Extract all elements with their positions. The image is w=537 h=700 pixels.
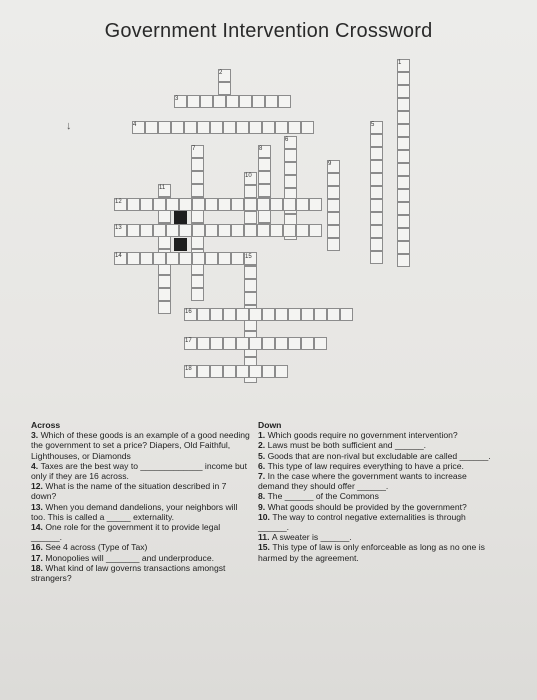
clue-text: This type of law is only enforceable as long as no one is harmed by the agreement. (258, 542, 485, 563)
crossword-cell[interactable] (327, 173, 340, 186)
clue-number: 11. (258, 532, 272, 543)
clue-text: The way to control negative externalities is through ______. (258, 511, 466, 533)
crossword-cell[interactable] (301, 308, 314, 321)
crossword-cell[interactable] (153, 198, 166, 211)
crossword-cell[interactable] (210, 121, 223, 134)
crossword-cell[interactable] (370, 186, 383, 199)
clue-text: What kind of law governs transactions amongst strangers? (31, 562, 226, 584)
down-clue (258, 491, 498, 501)
clue-number: 4. (31, 460, 41, 471)
crossword-cell[interactable] (314, 308, 327, 321)
crossword-cell[interactable] (158, 121, 171, 134)
crossword-cell[interactable] (262, 121, 275, 134)
grid-number-13: 13 (115, 225, 122, 231)
crossword-cell[interactable] (275, 365, 288, 378)
grid-number-9: 9 (328, 161, 332, 167)
crossword-cell[interactable] (171, 121, 184, 134)
crossword-cell[interactable] (197, 121, 210, 134)
grid-number-18: 18 (185, 366, 192, 372)
across-clue (31, 522, 253, 542)
crossword-cell[interactable] (244, 185, 257, 198)
crossword-cell[interactable] (210, 308, 223, 321)
crossword-cell[interactable] (258, 158, 271, 171)
across-clue (31, 430, 253, 461)
crossword-cell[interactable] (197, 365, 210, 378)
crossword-cell[interactable] (397, 241, 410, 254)
grid-number-11: 11 (159, 185, 166, 191)
crossword-cell[interactable] (231, 224, 244, 237)
down-clue (258, 502, 498, 512)
crossword-cell[interactable] (179, 224, 192, 237)
crossword-cell[interactable] (327, 212, 340, 225)
down-clue (258, 430, 498, 440)
crossword-cell[interactable] (153, 252, 166, 265)
clue-number: 9. (258, 501, 268, 512)
clue-number: 14. (31, 522, 46, 533)
crossword-cell[interactable] (231, 198, 244, 211)
clue-number: 15. (258, 542, 273, 553)
crossword-cell[interactable] (340, 308, 353, 321)
crossword-cell[interactable] (223, 365, 236, 378)
crossword-cell[interactable] (327, 225, 340, 238)
crossword-cell[interactable] (327, 238, 340, 251)
down-header: Down (258, 420, 282, 430)
crossword-cell[interactable] (127, 224, 140, 237)
crossword-cell[interactable] (153, 224, 166, 237)
clue-number: 10. (258, 511, 273, 522)
clue-number: 13. (31, 501, 46, 512)
stray-pencil-mark: ↓ (66, 120, 72, 132)
clue-number: 3. (31, 430, 41, 441)
crossword-black-cell (174, 238, 187, 251)
grid-number-5: 5 (371, 122, 375, 128)
clue-number: 12. (31, 481, 46, 492)
crossword-cell[interactable] (166, 198, 179, 211)
across-clue (31, 502, 253, 522)
grid-number-15: 15 (245, 254, 252, 260)
crossword-cell[interactable] (244, 211, 257, 224)
crossword-cell[interactable] (262, 365, 275, 378)
crossword-cell[interactable] (218, 82, 231, 95)
crossword-cell[interactable] (278, 95, 291, 108)
across-clue (31, 553, 253, 563)
crossword-cell[interactable] (145, 121, 158, 134)
crossword-cell[interactable] (258, 171, 271, 184)
across-clue (31, 461, 253, 481)
crossword-cell[interactable] (397, 98, 410, 111)
crossword-black-cell (174, 211, 187, 224)
crossword-cell[interactable] (158, 210, 171, 223)
crossword-cell[interactable] (197, 308, 210, 321)
crossword-cell[interactable] (397, 163, 410, 176)
clue-text: The ______ of the Commons (267, 491, 379, 502)
clue-number: 16. (31, 542, 46, 553)
crossword-cell[interactable] (370, 173, 383, 186)
clue-text: Which goods require no government intervention? (267, 430, 458, 441)
clue-number: 5. (258, 450, 268, 461)
crossword-cell[interactable] (257, 198, 270, 211)
crossword-cell[interactable] (205, 198, 218, 211)
crossword-cell[interactable] (192, 252, 205, 265)
crossword-cell[interactable] (275, 308, 288, 321)
down-column (258, 420, 498, 563)
crossword-cell[interactable] (127, 252, 140, 265)
crossword-cell[interactable] (397, 189, 410, 202)
crossword-cell[interactable] (258, 184, 271, 197)
crossword-cell[interactable] (397, 176, 410, 189)
crossword-cell[interactable] (270, 224, 283, 237)
crossword-cell[interactable] (288, 121, 301, 134)
crossword-cell[interactable] (370, 199, 383, 212)
crossword-cell[interactable] (270, 198, 283, 211)
crossword-cell[interactable] (191, 158, 204, 171)
grid-number-16: 16 (185, 309, 192, 315)
crossword-cell[interactable] (257, 224, 270, 237)
crossword-cell[interactable] (249, 365, 262, 378)
grid-number-7: 7 (192, 146, 196, 152)
down-clue (258, 461, 498, 471)
down-clue (258, 512, 498, 532)
crossword-cell[interactable] (205, 252, 218, 265)
crossword-cell[interactable] (283, 224, 296, 237)
crossword-cell[interactable] (127, 198, 140, 211)
crossword-cell[interactable] (249, 121, 262, 134)
crossword-cell[interactable] (301, 121, 314, 134)
across-clue (31, 542, 253, 552)
clue-text: What goods should be provided by the government? (267, 501, 467, 512)
across-clue (31, 563, 253, 583)
clue-text: Laws must be both sufficient and ______. (267, 440, 427, 451)
clue-text: One role for the government it to provide legal ______. (31, 522, 221, 543)
crossword-cell[interactable] (258, 210, 271, 223)
down-clue (258, 440, 498, 450)
page-title: Government Intervention Crossword (104, 20, 433, 42)
crossword-cell[interactable] (252, 95, 265, 108)
crossword-cell[interactable] (327, 186, 340, 199)
down-clue (258, 471, 498, 491)
clue-number: 17. (31, 552, 46, 563)
crossword-cell[interactable] (397, 202, 410, 215)
clue-text: See 4 across (Type of Tax) (45, 542, 148, 553)
crossword-cell[interactable] (223, 337, 236, 350)
crossword-cell[interactable] (236, 121, 249, 134)
crossword-cell[interactable] (231, 252, 244, 265)
crossword-cell[interactable] (223, 121, 236, 134)
clues-section (0, 420, 537, 700)
grid-number-6: 6 (285, 137, 289, 143)
crossword-cell[interactable] (244, 224, 257, 237)
crossword-cell[interactable] (140, 224, 153, 237)
crossword-cell[interactable] (244, 198, 257, 211)
clue-text: When you demand dandelions, your neighbors will too. This is called a _____ externality. (31, 501, 238, 522)
crossword-cell[interactable] (191, 236, 204, 249)
crossword-cell[interactable] (210, 365, 223, 378)
crossword-cell[interactable] (327, 199, 340, 212)
crossword-cell[interactable] (191, 210, 204, 223)
crossword-cell[interactable] (140, 252, 153, 265)
clue-number: 1. (258, 430, 268, 441)
crossword-cell[interactable] (166, 224, 179, 237)
crossword-cell[interactable] (275, 337, 288, 350)
crossword-cell[interactable] (370, 160, 383, 173)
crossword-cell[interactable] (223, 308, 236, 321)
down-clue (258, 451, 498, 461)
clue-number: 7. (258, 471, 268, 482)
clue-number: 18. (31, 562, 46, 573)
across-clue-list (31, 430, 253, 583)
crossword-cell[interactable] (210, 337, 223, 350)
crossword-cell[interactable] (370, 212, 383, 225)
crossword-cell[interactable] (140, 198, 153, 211)
down-clue (258, 532, 498, 542)
crossword-cell[interactable] (192, 224, 205, 237)
crossword-cell[interactable] (239, 95, 252, 108)
crossword-cell[interactable] (236, 337, 249, 350)
clue-text: Which of these goods is an example of a good needing the government to set a price? Diapers, Old Faithful, Lighthouses, or Diamonds (31, 430, 250, 461)
crossword-cell[interactable] (191, 171, 204, 184)
crossword-cell[interactable] (213, 95, 226, 108)
crossword-cell[interactable] (370, 134, 383, 147)
grid-number-12: 12 (115, 199, 122, 205)
crossword-cell[interactable] (288, 308, 301, 321)
crossword-cell[interactable] (244, 266, 257, 279)
grid-number-14: 14 (115, 253, 122, 259)
crossword-cell[interactable] (397, 111, 410, 124)
crossword-cell[interactable] (179, 252, 192, 265)
crossword-cell[interactable] (284, 149, 297, 162)
crossword-cell[interactable] (244, 292, 257, 305)
crossword-cell[interactable] (249, 308, 262, 321)
crossword-cell[interactable] (284, 175, 297, 188)
crossword-cell[interactable] (296, 198, 309, 211)
crossword-cell[interactable] (218, 224, 231, 237)
clue-text: What is the name of the situation described in 7 down? (31, 481, 227, 502)
crossword-cell[interactable] (397, 150, 410, 163)
grid-number-3: 3 (175, 96, 179, 102)
clue-text: This type of law requires everything to have a price. (267, 460, 464, 471)
crossword-cell[interactable] (265, 95, 278, 108)
across-header: Across (31, 420, 61, 430)
crossword-cell[interactable] (236, 308, 249, 321)
crossword-cell[interactable] (158, 236, 171, 249)
crossword-cell[interactable] (166, 252, 179, 265)
crossword-cell[interactable] (262, 308, 275, 321)
clue-number: 6. (258, 460, 268, 471)
crossword-cell[interactable] (309, 198, 322, 211)
crossword-cell[interactable] (309, 224, 322, 237)
crossword-cell[interactable] (179, 198, 192, 211)
crossword-cell[interactable] (218, 198, 231, 211)
crossword-cell[interactable] (249, 337, 262, 350)
crossword-cell[interactable] (275, 121, 288, 134)
crossword-cell[interactable] (158, 275, 171, 288)
down-clue-list (258, 430, 498, 563)
crossword-cell[interactable] (288, 337, 301, 350)
crossword-cell[interactable] (192, 198, 205, 211)
crossword-cell[interactable] (301, 337, 314, 350)
grid-number-4: 4 (133, 122, 137, 128)
clue-text: In the case where the government wants to increase demand they should offer ______. (258, 471, 467, 492)
crossword-cell[interactable] (187, 95, 200, 108)
crossword-cell[interactable] (284, 162, 297, 175)
crossword-cell[interactable] (205, 224, 218, 237)
crossword-cell[interactable] (370, 251, 383, 264)
crossword-cell[interactable] (283, 198, 296, 211)
crossword-cell[interactable] (397, 228, 410, 241)
crossword-cell[interactable] (327, 308, 340, 321)
crossword-cell[interactable] (218, 252, 231, 265)
crossword-cell[interactable] (397, 137, 410, 150)
crossword-cell[interactable] (397, 215, 410, 228)
crossword-cell[interactable] (244, 279, 257, 292)
crossword-cell[interactable] (397, 72, 410, 85)
crossword-cell[interactable] (197, 337, 210, 350)
clue-text: A sweater is ______. (271, 532, 352, 543)
crossword-cell[interactable] (314, 337, 327, 350)
crossword-cell[interactable] (397, 254, 410, 267)
clue-text: Taxes are the best way to _____________ income but only if they are 16 across. (31, 460, 247, 482)
grid-number-17: 17 (185, 338, 192, 344)
crossword-cell[interactable] (191, 184, 204, 197)
crossword-cell[interactable] (158, 288, 171, 301)
crossword-cell[interactable] (226, 95, 239, 108)
crossword-cell[interactable] (370, 225, 383, 238)
grid-number-8: 8 (259, 146, 263, 152)
clue-text: Monopolies will _______ and underproduce. (45, 552, 214, 563)
crossword-cell[interactable] (158, 301, 171, 314)
across-column (31, 420, 253, 583)
across-clue (31, 481, 253, 501)
down-clue (258, 542, 498, 562)
crossword-cell[interactable] (397, 85, 410, 98)
crossword-cell[interactable] (191, 275, 204, 288)
crossword-cell[interactable] (236, 365, 249, 378)
crossword-cell[interactable] (200, 95, 213, 108)
crossword-cell[interactable] (184, 121, 197, 134)
grid-number-1: 1 (398, 60, 402, 66)
clue-number: 2. (258, 440, 268, 451)
crossword-cell[interactable] (296, 224, 309, 237)
clue-number: 8. (258, 491, 268, 502)
crossword-cell[interactable] (191, 288, 204, 301)
crossword-cell[interactable] (370, 147, 383, 160)
grid-number-10: 10 (245, 173, 252, 179)
clue-text: Goods that are non-rival but excludable are called ______. (267, 450, 491, 461)
grid-number-2: 2 (219, 70, 223, 76)
crossword-cell[interactable] (262, 337, 275, 350)
crossword-cell[interactable] (397, 124, 410, 137)
crossword-cell[interactable] (370, 238, 383, 251)
